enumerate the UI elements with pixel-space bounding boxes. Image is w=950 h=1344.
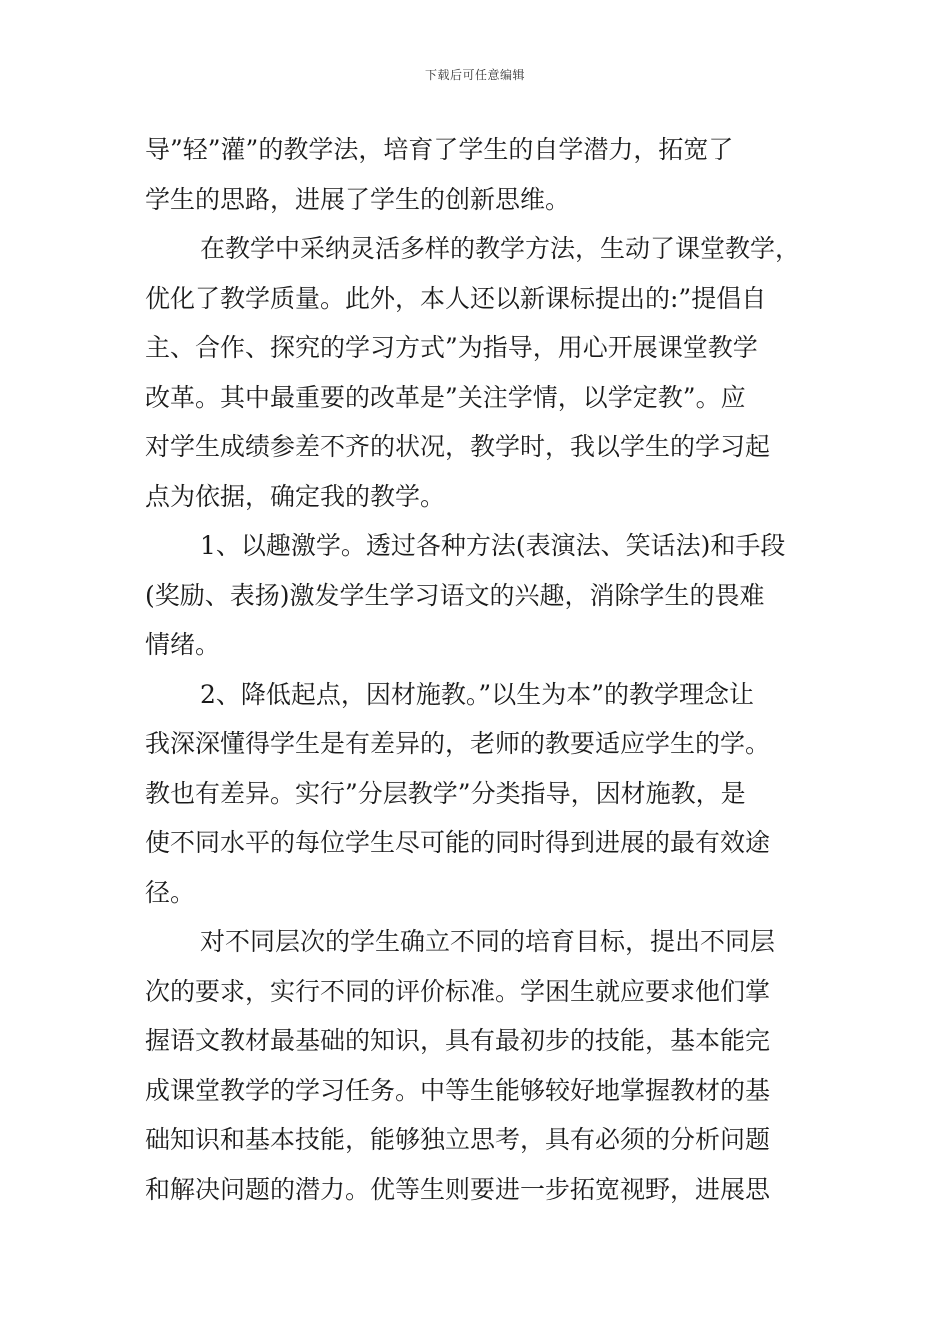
text-line: 教也有差异。实行”分层教学”分类指导，因材施教，是: [145, 778, 746, 808]
text-line: 主、合作、探究的学习方式”为指导，用心开展课堂教学: [145, 333, 758, 362]
text-line: 改革。其中最重要的改革是”关注学情，以学定教”。应: [145, 382, 746, 412]
text-line: 成课堂教学的学习任务。中等生能够较好地掌握教材的基: [145, 1075, 771, 1105]
text-line: 1、以趣激学。透过各种方法(表演法、笑话法)和手段: [200, 531, 786, 560]
text-line: 2、降低起点，因材施教。”以生为本”的教学理念让: [200, 679, 754, 709]
text-line: 础知识和基本技能，能够独立思考，具有必须的分析问题: [145, 1125, 771, 1154]
text-line: 我深深懂得学生是有差异的，老师的教要适应学生的学。: [145, 729, 771, 758]
text-line: 使不同水平的每位学生尽可能的同时得到进展的最有效途: [145, 828, 771, 857]
text-line: 次的要求，实行不同的评价标准。学困生就应要求他们掌: [145, 976, 771, 1006]
text-line: 学生的思路，进展了学生的创新思维。: [145, 184, 571, 214]
document-body: [145, 125, 810, 1214]
text-line: 点为依据，确定我的教学。: [145, 481, 446, 511]
text-line: 对不同层次的学生确立不同的培育目标，提出不同层: [200, 927, 776, 956]
text-line: 对学生成绩参差不齐的状况，教学时，我以学生的学习起: [145, 432, 771, 461]
text-line: 握语文教材最基础的知识，具有最初步的技能，基本能完: [145, 1026, 771, 1055]
text-line: 径。: [145, 877, 196, 907]
text-line: (奖励、表扬)激发学生学习语文的兴趣，消除学生的畏难: [145, 580, 765, 610]
text-line: 导”轻”灌”的教学法，培育了学生的自学潜力，拓宽了: [145, 135, 734, 164]
page-header: 下载后可任意编辑: [424, 68, 525, 82]
text-line: 情绪。: [145, 630, 221, 659]
text-line: 在教学中采纳灵活多样的教学方法，生动了课堂教学，: [200, 234, 801, 263]
text-line: 优化了教学质量。此外，本人还以新课标提出的:”提倡自: [145, 283, 767, 313]
text-line: 和解决问题的潜力。优等生则要进一步拓宽视野，进展思: [145, 1174, 771, 1204]
